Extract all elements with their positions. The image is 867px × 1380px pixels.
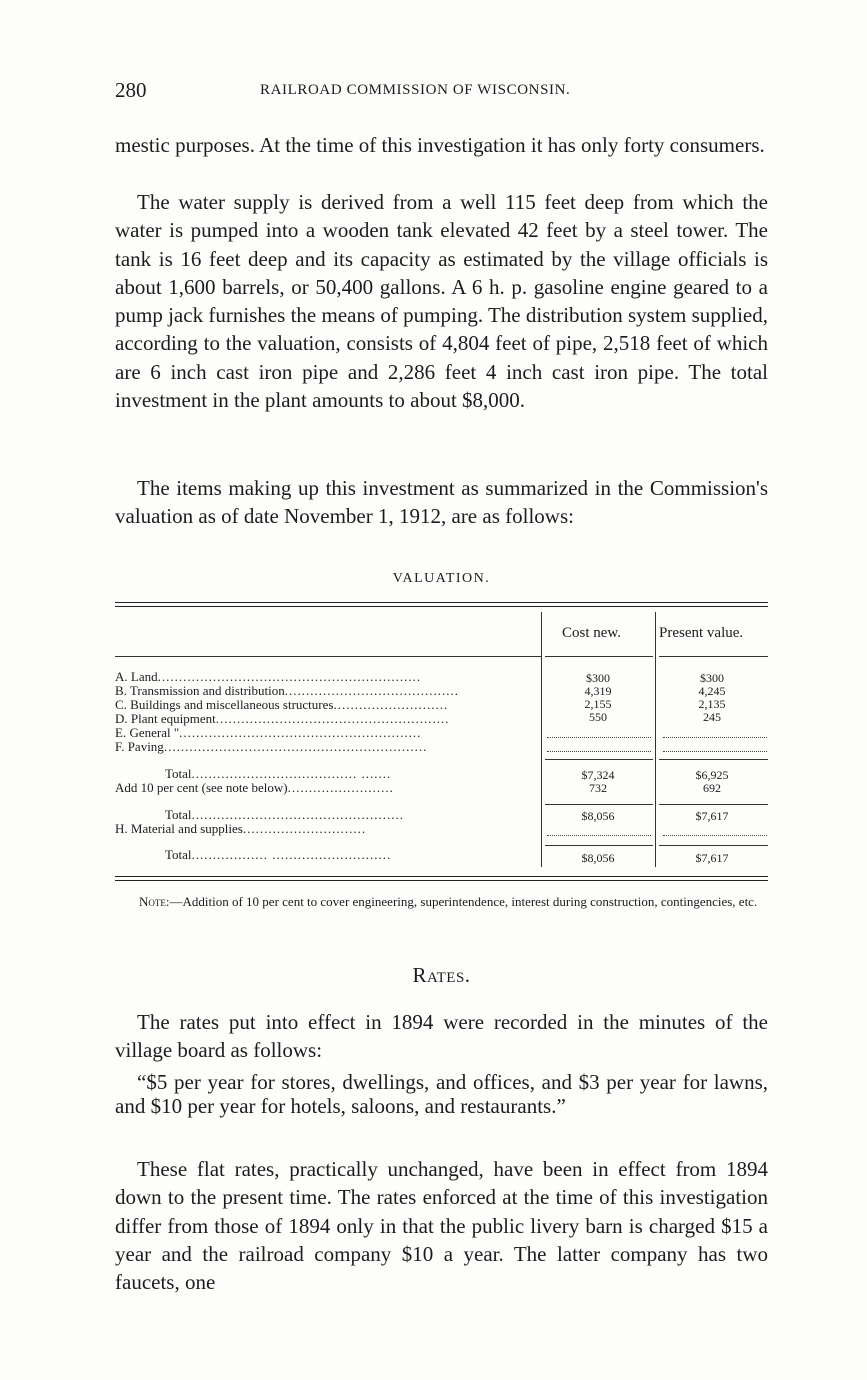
row-label: E. General " — [115, 725, 180, 740]
cost-new-value: 550 — [589, 710, 607, 724]
page-header — [115, 78, 768, 102]
running-title: RAILROAD COMMISSION OF WISCONSIN. — [260, 82, 571, 98]
total-label: Total — [165, 766, 192, 781]
subtotal-rule-present — [659, 759, 768, 760]
cost-new-value: 4,319 — [584, 684, 612, 698]
paragraph-continuation: mestic purposes. At the time of this investigation it has only forty consumers. — [115, 133, 765, 157]
add-ten-percent-label: Add 10 per cent (see note below) — [115, 780, 288, 795]
row-label: C. Buildings and miscellaneous structures — [115, 697, 334, 712]
grand-total-present-value: $7,617 — [695, 851, 729, 865]
table-row: E. General "......................................................... — [115, 725, 422, 740]
total-present-value: $6,925 — [695, 768, 729, 782]
paragraph-rates-intro: The rates put into effect in 1894 were recorded in the minutes of the village board as follows: — [115, 1010, 768, 1063]
table-top-rule — [115, 602, 768, 603]
paragraph-flat-rates: These flat rates, practically unchanged, have been in effect from 1894 down to the present time. The rates enforced at the time of this investigation differ from those of 1894 only in that the public livery barn is charged $15 a year and the railroad company $10 a year. The latter company has two faucets, one — [115, 1157, 768, 1295]
header-underline-present — [659, 656, 768, 657]
grand-total-cost-new: $8,056 — [581, 851, 615, 865]
section-heading-rates: Rates. — [412, 963, 471, 987]
subtotal-rule-present — [659, 845, 768, 846]
row-label: A. Land — [115, 669, 158, 684]
column-header-cost-new: Cost new. — [562, 625, 622, 641]
column-header-present-value: Present value. — [659, 625, 744, 641]
subtotal-rule-cost — [545, 804, 653, 805]
total-row: Total....................................... ....... — [165, 766, 392, 781]
empty-cell-dots — [663, 835, 767, 836]
table-row: F. Paving.............................................................. — [115, 739, 428, 754]
materials-label: H. Material and supplies — [115, 821, 243, 836]
paragraph-valuation-intro: The items making up this investment as summarized in the Commission's valuation as of date November 1, 1912, are as follows: — [115, 476, 768, 529]
grand-total-row: Total.................. ............................ — [165, 847, 392, 862]
column-divider-1 — [541, 612, 542, 867]
empty-cell-dots — [663, 737, 767, 738]
footnote-text: —Addition of 10 per cent to cover engineering, superintendence, interest during construction, contingencies, etc. — [169, 894, 758, 909]
present-value: 245 — [703, 710, 721, 724]
subtotal-rule-present — [659, 804, 768, 805]
materials-row: H. Material and supplies............................. — [115, 821, 367, 836]
empty-cell-dots — [663, 751, 767, 752]
add-ten-percent-cost: 732 — [589, 781, 607, 795]
empty-cell-dots — [547, 835, 651, 836]
paragraph-water-supply: The water supply is derived from a well 115 feet deep from which the water is pumped into a wooden tank elevated 42 feet by a steel tower. The tank is 16 feet deep and its capacity as estimated by the village officials is about 1,600 barrels, or 50,400 gallons. A 6 h. p. gasoline engine geared to a pump jack furnishes the means of pumping. The distribution system supplied, according to the valuation, consists of 4,804 feet of pipe, 2,518 feet of which are 6 inch cast iron pipe and 2,286 feet 4 inch cast iron pipe. The total investment in the plant amounts to about $8,000. — [115, 190, 768, 413]
total-label: Total — [165, 807, 192, 822]
add-ten-percent-present: 692 — [703, 781, 721, 795]
total-cost-new: $7,324 — [581, 768, 615, 782]
table-row: A. Land.............................................................. — [115, 669, 422, 684]
subtotal-rule-cost — [545, 845, 653, 846]
table-footnote — [115, 895, 768, 908]
empty-cell-dots — [547, 737, 651, 738]
present-value: $300 — [700, 671, 724, 685]
row-label: F. Paving — [115, 739, 164, 754]
table-row: B. Transmission and distribution......................................... — [115, 683, 459, 698]
present-value: 2,135 — [698, 697, 726, 711]
valuation-title: VALUATION. — [392, 571, 491, 586]
cost-new-value: 2,155 — [584, 697, 612, 711]
present-value: 4,245 — [698, 684, 726, 698]
total-row: Total.................................................. — [165, 807, 405, 822]
row-label: B. Transmission and distribution — [115, 683, 285, 698]
table-row: C. Buildings and miscellaneous structures........................... — [115, 697, 449, 712]
total-cost-new: $8,056 — [581, 809, 615, 823]
table-bottom-rule — [115, 876, 768, 877]
footnote-label: Note: — [139, 894, 170, 909]
table-row: D. Plant equipment....................................................... — [115, 711, 450, 726]
column-divider-2 — [655, 612, 656, 867]
header-underline-cost — [545, 656, 653, 657]
empty-cell-dots — [547, 751, 651, 752]
page-number: 280 — [115, 78, 147, 102]
header-underline-label — [115, 656, 541, 657]
row-label: D. Plant equipment — [115, 711, 216, 726]
subtotal-rule-cost — [545, 759, 653, 760]
table-top-rule-2 — [115, 606, 768, 607]
cost-new-value: $300 — [586, 671, 610, 685]
grand-total-label: Total — [165, 847, 192, 862]
total-present-value: $7,617 — [695, 809, 729, 823]
add-ten-percent-row: Add 10 per cent (see note below)......................... — [115, 780, 394, 795]
quoted-rates: “$5 per year for stores, dwellings, and offices, and $3 per year for lawns, and $10 per year for hotels, saloons, and restaurants.” — [115, 1070, 768, 1118]
table-bottom-rule-2 — [115, 880, 768, 881]
